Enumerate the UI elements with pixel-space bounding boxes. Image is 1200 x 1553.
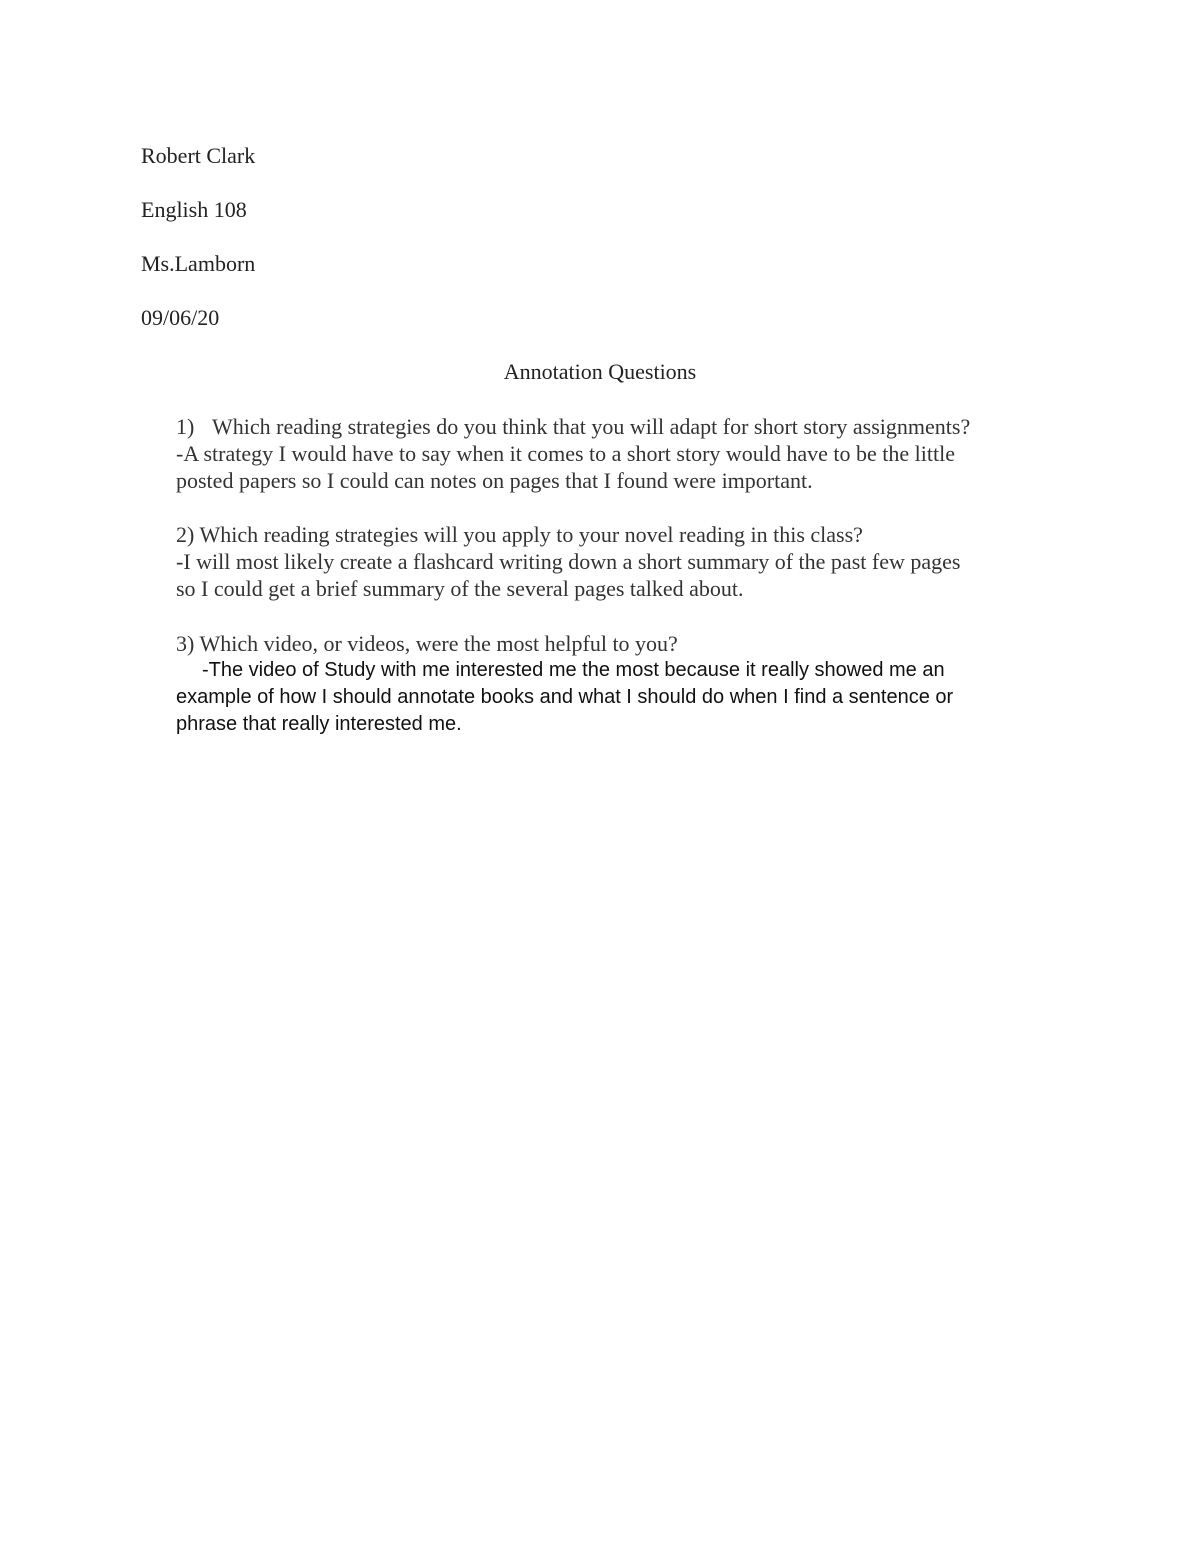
question-block-1 xyxy=(176,413,1076,494)
answer-3-line-1-text: -The video of Study with me interested me the most because it really showed me an xyxy=(202,659,945,681)
course-name: English 108 xyxy=(141,197,247,222)
instructor-name: Ms.Lamborn xyxy=(141,251,256,276)
answer-3-line-2: example of how I should annotate books and what I should do when I find a sentence or xyxy=(176,686,954,708)
question-2-text: Which reading strategies will you apply to your novel reading in this class? xyxy=(199,522,863,547)
question-1 xyxy=(176,413,1076,440)
question-3-text: Which video, or videos, were the most helpful to you? xyxy=(199,631,678,656)
answer-2-line-2: so I could get a brief summary of the several pages talked about. xyxy=(176,576,744,601)
question-3 xyxy=(176,630,1076,657)
answer-2-line-1: -I will most likely create a flashcard writing down a short summary of the past few pages xyxy=(176,549,961,574)
answer-3-line-1 xyxy=(176,657,1076,684)
answer-1-line-1: -A strategy I would have to say when it comes to a short story would have to be the little xyxy=(176,441,956,466)
answer-1-line-2: posted papers so I could can notes on pages that I found were important. xyxy=(176,468,813,493)
question-2 xyxy=(176,521,1076,548)
question-block-2 xyxy=(176,521,1076,602)
answer-3-line-3: phrase that really interested me. xyxy=(176,713,462,735)
question-3-number: 3) xyxy=(176,631,195,656)
question-1-number: 1) xyxy=(176,414,195,439)
document-title: Annotation Questions xyxy=(503,359,697,384)
question-1-text: Which reading strategies do you think that you will adapt for short story assignments? xyxy=(212,414,971,439)
question-block-3 xyxy=(176,630,1076,738)
student-name: Robert Clark xyxy=(141,143,256,168)
question-2-number: 2) xyxy=(176,522,195,547)
document-date: 09/06/20 xyxy=(141,305,220,330)
